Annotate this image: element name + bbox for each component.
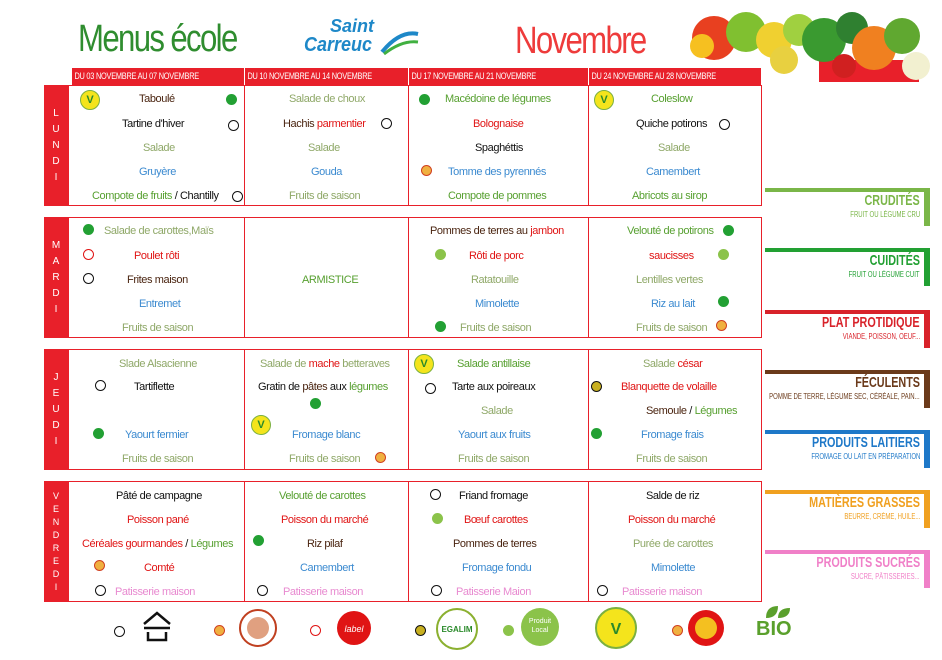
circle-icon	[228, 120, 239, 131]
day-label-mardi: M A R D I	[44, 217, 68, 338]
aop-seal-icon	[686, 608, 726, 648]
egalim-dot	[591, 381, 602, 392]
menu-item: Poisson du marché	[281, 514, 369, 526]
vegetarian-label-icon	[594, 606, 638, 650]
menu-item: Gruyère	[139, 166, 176, 178]
menu-item: Poisson du marché	[628, 514, 716, 526]
legend-item	[765, 490, 930, 528]
menu-item: Fromage blanc	[292, 429, 361, 441]
menu-item: Salade de choux	[289, 93, 365, 105]
local-dot	[503, 625, 514, 636]
menu-item: Fruits de saison	[122, 453, 194, 465]
legend-subtitle: FROMAGE OU LAIT EN PRÉPARATION	[810, 452, 920, 461]
menu-item: Patisserie maison	[115, 586, 196, 598]
menu-item: Riz pilaf	[307, 538, 343, 550]
menu-item: Entremet	[139, 298, 181, 310]
legend-subtitle: FRUIT OU LÉGUME CUIT	[849, 270, 920, 279]
menu-item: Frites maison	[127, 274, 188, 286]
month-title: Novembre	[515, 20, 646, 62]
menu-item: Tomme des pyrennés	[448, 166, 546, 178]
page-title: Menus école	[78, 18, 237, 60]
vegetarian-icon: V	[80, 90, 100, 110]
legend-subtitle: FRUIT OU LÉGUME CRU	[850, 210, 920, 219]
menu-item: Patisserie maison	[622, 586, 703, 598]
menu-item: Slade Alsacienne	[119, 358, 197, 370]
menu-item: Lentilles vertes	[636, 274, 703, 286]
cru-dot	[310, 398, 321, 409]
menu-item: Spaghéttis	[475, 142, 523, 154]
logo-text-2: Carreuc	[304, 34, 373, 56]
week-header-4: DU 24 NOVEMBRE AU 28 NOVEMBRE	[589, 68, 761, 85]
menu-item: Salade	[658, 142, 690, 154]
menu-item: Tarte aux poireaux	[452, 381, 536, 393]
legend-subtitle: BEURRE, CRÈME, HUILE...	[843, 512, 920, 521]
legend-title: CRUDITÉS	[864, 192, 920, 209]
circle-icon	[381, 118, 392, 129]
town-logo	[302, 14, 422, 64]
legend-subtitle: POMME DE TERRE, LÉGUME SEC, CÉRÉALE, PAIN...	[769, 392, 920, 401]
circle-icon	[425, 383, 436, 394]
produit-local-icon	[519, 606, 561, 648]
aop-dot	[94, 560, 105, 571]
legend-item	[765, 370, 930, 408]
menu-item: Fruits de saison	[458, 453, 530, 465]
menu-item: Poisson pané	[127, 514, 189, 526]
menu-item: Compote de pommes	[448, 190, 547, 202]
bio-logo	[756, 604, 802, 644]
circle-icon	[95, 585, 106, 596]
circle-icon	[114, 626, 125, 637]
menu-item: Poulet rôti	[134, 250, 180, 262]
circle-icon	[719, 119, 730, 130]
menu-item: Bolognaise	[473, 118, 524, 130]
svg-text:V: V	[610, 621, 622, 638]
legend-title: PRODUITS SUCRÉS	[816, 554, 920, 571]
legend-title: FÉCULENTS	[855, 374, 920, 391]
menu-item: Fruits de saison	[122, 322, 194, 334]
homemade-icon	[140, 610, 174, 642]
menu-item: Gouda	[311, 166, 343, 178]
bio-text: BIO	[756, 618, 792, 640]
week-header-1: DU 03 NOVEMBRE AU 07 NOVEMBRE	[72, 68, 244, 85]
aop-dot	[375, 452, 386, 463]
menu-item: Quiche potirons	[636, 118, 708, 130]
circle-icon	[95, 380, 106, 391]
egalim-icon	[434, 606, 480, 652]
menu-item: Velouté de potirons	[627, 225, 714, 237]
menu-item: Abricots au sirop	[632, 190, 708, 202]
menu-item: Salade de carottes,Maïs	[104, 225, 214, 237]
svg-text:EGALIM: EGALIM	[441, 625, 473, 634]
menu-item: Riz au lait	[651, 298, 695, 310]
menu-item: Salade	[308, 142, 340, 154]
row-gap-3	[68, 470, 762, 481]
menu-item: Comté	[144, 562, 175, 574]
circle-icon	[431, 585, 442, 596]
cru-dot	[419, 94, 430, 105]
cru-dot	[591, 428, 602, 439]
holiday-label: ARMISTICE	[302, 274, 359, 286]
menu-item: Velouté de carottes	[279, 490, 366, 502]
svg-text:label: label	[344, 624, 364, 634]
menu-item: Bœuf carottes	[464, 514, 528, 526]
local-dot	[435, 249, 446, 260]
menu-item: Salade antillaise	[457, 358, 531, 370]
cru-dot	[718, 296, 729, 307]
svg-text:Local: Local	[531, 627, 549, 634]
aop-dot	[214, 625, 225, 636]
menu-item: Fruits de saison	[636, 322, 708, 334]
menu-item: Pâté de campagne	[116, 490, 202, 502]
day-label-lundi: L U N D I	[44, 85, 68, 206]
circle-icon	[430, 489, 441, 500]
menu-item: Macédoine de légumes	[445, 93, 551, 105]
local-dot	[718, 249, 729, 260]
cru-dot	[253, 535, 264, 546]
legend-subtitle: VIANDE, POISSON, OEUF...	[842, 332, 920, 341]
local-dot	[432, 513, 443, 524]
menu-item: Salade	[481, 405, 513, 417]
cru-dot	[83, 224, 94, 235]
menu-item: Salade	[143, 142, 175, 154]
legend-item	[765, 248, 930, 286]
row-gap-2	[68, 338, 762, 349]
vegetarian-icon: V	[414, 354, 434, 374]
circle-icon	[83, 249, 94, 260]
circle-icon	[83, 273, 94, 284]
aop-dot	[421, 165, 432, 176]
legend-subtitle: SUCRE, PÂTISSERIES...	[851, 572, 920, 581]
aop-dot	[716, 320, 727, 331]
stamp-seal-icon	[238, 608, 278, 648]
menu-item: Hachis parmentier	[283, 118, 366, 130]
menu-item: Camembert	[646, 166, 700, 178]
menu-item: Tartine d'hiver	[122, 118, 185, 130]
menu-item: Yaourt fermier	[125, 429, 189, 441]
menu-item: Yaourt aux fruits	[458, 429, 531, 441]
legend-item	[765, 550, 930, 588]
menu-item: Patisserie maison	[283, 586, 364, 598]
menu-item: Salade césar	[643, 358, 703, 370]
vegetarian-icon: V	[251, 415, 271, 435]
egalim-dot	[415, 625, 426, 636]
menu-item: Tartiflette	[134, 381, 175, 393]
legend-title: PLAT PROTIDIQUE	[822, 314, 920, 331]
row-gap-1	[68, 206, 762, 217]
day-label-vendredi: V E N D R E D I	[44, 481, 68, 602]
cru-dot	[723, 225, 734, 236]
svg-text:Produit: Produit	[528, 618, 552, 625]
menu-item: Pommes de terres au jambon	[430, 225, 564, 237]
cru-dot	[435, 321, 446, 332]
menu-item: saucisses	[649, 250, 694, 262]
week-header-2: DU 10 NOVEMBRE AU 14 NOVEMBRE	[245, 68, 408, 85]
label-rouge-icon	[334, 608, 374, 648]
menu-item: Salade de mache betteraves	[260, 358, 390, 370]
menu-item: Fruits de saison	[636, 453, 708, 465]
menu-item: Céréales gourmandes / Légumes	[82, 538, 234, 550]
menu-item: Gratin de pâtes aux légumes	[258, 381, 388, 393]
menu-item: Friand fromage	[459, 490, 528, 502]
aop-dot	[672, 625, 683, 636]
logo-text-1: Saint	[330, 16, 375, 36]
menu-item: Patisserie Maion	[456, 586, 531, 598]
menu-item: Compote de fruits / Chantilly	[92, 190, 219, 202]
menu-item: Camembert	[300, 562, 354, 574]
cru-dot	[226, 94, 237, 105]
menu-item: Mimolette	[651, 562, 696, 574]
menu-item: Coleslow	[651, 93, 693, 105]
legend-item	[765, 430, 930, 468]
circle-icon	[310, 625, 321, 636]
day-label-jeudi: J E U D I	[44, 349, 68, 470]
menu-item: Fromage frais	[641, 429, 704, 441]
menu-item: Rôti de porc	[469, 250, 524, 262]
cru-dot	[93, 428, 104, 439]
legend-item	[765, 188, 930, 226]
menu-item: Taboulé	[139, 93, 175, 105]
menu-item: Purée de carottes	[633, 538, 714, 550]
legend-title: MATIÈRES GRASSES	[809, 494, 920, 511]
circle-icon	[257, 585, 268, 596]
legend-title: PRODUITS LAITIERS	[811, 434, 920, 451]
menu-item: Fruits de saison	[289, 453, 361, 465]
menu-item: Blanquette de volaille	[621, 381, 717, 393]
menu-item: Fruits de saison	[460, 322, 532, 334]
menu-item: Ratatouille	[471, 274, 519, 286]
menu-item: Salde de riz	[646, 490, 700, 502]
week-header-3: DU 17 NOVEMBRE AU 21 NOVEMBRE	[409, 68, 588, 85]
menu-item: Fromage fondu	[462, 562, 532, 574]
legend-item	[765, 310, 930, 348]
menu-item: Semoule / Légumes	[646, 405, 738, 417]
circle-icon	[597, 585, 608, 596]
menu-item: Pommes de terres	[453, 538, 537, 550]
menu-item: Fruits de saison	[289, 190, 361, 202]
menu-item: Mimolette	[475, 298, 520, 310]
circle-icon	[232, 191, 243, 202]
legend-title: CUIDITÉS	[869, 252, 920, 269]
vegetarian-icon: V	[594, 90, 614, 110]
